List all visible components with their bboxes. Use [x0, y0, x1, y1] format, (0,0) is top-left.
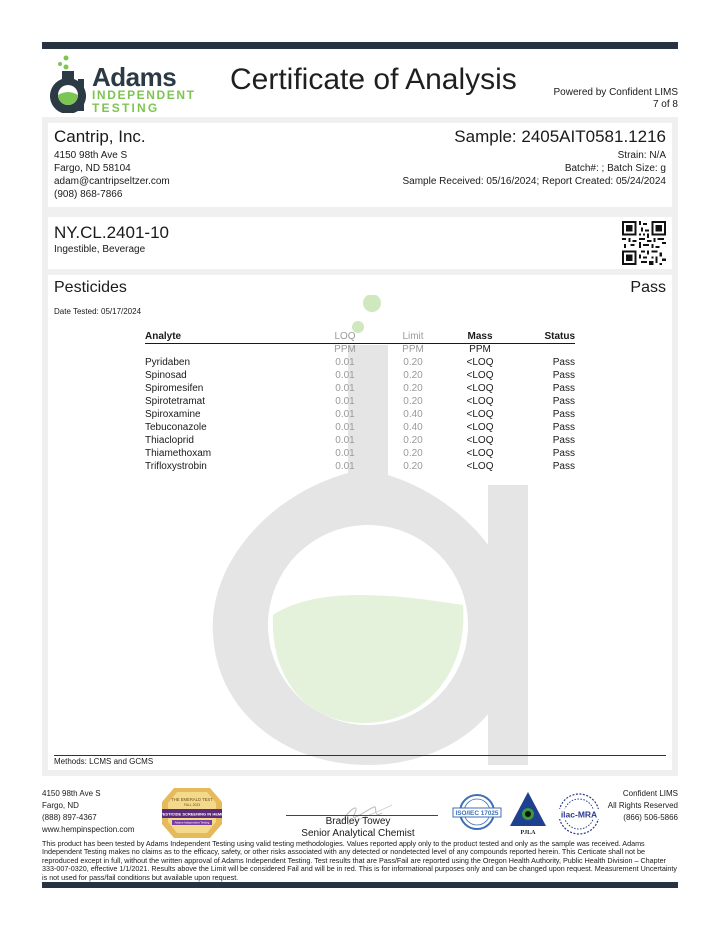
- footer-lab-address: [42, 788, 134, 836]
- client-card: [48, 123, 672, 207]
- badge-top-text: THE EMERALD TEST: [171, 797, 213, 802]
- report-footer: [42, 786, 678, 882]
- cell-limit: 0.20: [403, 448, 423, 459]
- footer-left-line2: Fargo, ND: [42, 801, 79, 810]
- badge-sub-text: Adams Independent Testing: [174, 820, 210, 825]
- cell-limit: 0.20: [403, 435, 423, 446]
- cell-status: Pass: [552, 409, 575, 420]
- pjla-text: PJLA: [520, 830, 536, 836]
- cell-loq: 0.01: [335, 396, 355, 407]
- emerald-test-badge-icon: [160, 786, 224, 840]
- cell-mass: <LOQ: [466, 396, 494, 407]
- cell-loq: 0.01: [335, 422, 355, 433]
- cell-status: Pass: [552, 461, 575, 472]
- client-email[interactable]: adam@cantripseltzer.com: [54, 176, 170, 187]
- ilac-text: ilac-MRA: [560, 809, 598, 820]
- table-row: [145, 356, 575, 369]
- footer-right-line3: (866) 506-5866: [623, 813, 678, 822]
- badge-season-text: FALL 2023: [183, 803, 201, 807]
- unit-limit: PPM: [402, 344, 424, 355]
- cell-analyte: Spiromesifen: [145, 383, 204, 394]
- table-row: [145, 421, 575, 434]
- table-row: [145, 369, 575, 382]
- cell-limit: 0.20: [403, 461, 423, 472]
- footer-lims-info: [608, 788, 678, 824]
- cell-status: Pass: [552, 357, 575, 368]
- unit-loq: PPM: [334, 344, 356, 355]
- cell-loq: 0.01: [335, 435, 355, 446]
- page-title: Certificate of Analysis: [230, 63, 517, 96]
- section-title: Pesticides: [54, 279, 127, 296]
- cell-status: Pass: [552, 435, 575, 446]
- cell-limit: 0.20: [403, 370, 423, 381]
- cell-analyte: Spiroxamine: [145, 409, 201, 420]
- pesticides-card: [48, 275, 672, 770]
- powered-by: [553, 87, 678, 111]
- sample-batch: Batch#: ; Batch Size: g: [564, 163, 666, 174]
- col-mass: Mass: [447, 331, 513, 344]
- ilac-mra-logo-icon: [554, 792, 604, 836]
- client-address: [54, 149, 170, 201]
- footer-right-line1: Confident LIMS: [622, 789, 678, 798]
- cell-analyte: Thiacloprid: [145, 435, 194, 446]
- signer-name: Bradley Towey: [325, 816, 391, 827]
- cell-loq: 0.01: [335, 370, 355, 381]
- sample-strain: Strain: N/A: [617, 150, 666, 161]
- product-card: [48, 217, 672, 269]
- cell-status: Pass: [552, 448, 575, 459]
- cell-status: Pass: [552, 396, 575, 407]
- cell-mass: <LOQ: [466, 422, 494, 433]
- cell-limit: 0.20: [403, 396, 423, 407]
- page-number: 7 of 8: [652, 99, 678, 110]
- footer-left-line1: 4150 98th Ave S: [42, 789, 101, 798]
- iso-text: ISO/IEC 17025: [455, 810, 499, 817]
- client-address-line1: 4150 98th Ave S: [54, 150, 128, 161]
- footer-right-line2: All Rights Reserved: [607, 801, 678, 810]
- results-table: [145, 331, 575, 473]
- report-header: [42, 49, 678, 117]
- table-row: [145, 382, 575, 395]
- col-status: Status: [513, 331, 575, 344]
- iso-accreditation-icon: [452, 792, 502, 836]
- cell-loq: 0.01: [335, 461, 355, 472]
- adams-logo: [42, 55, 202, 115]
- cell-mass: <LOQ: [466, 383, 494, 394]
- product-type: Ingestible, Beverage: [54, 244, 146, 255]
- logo-adams-text: Adams: [92, 62, 177, 92]
- table-row: [145, 447, 575, 460]
- cell-analyte: Spinosad: [145, 370, 187, 381]
- table-header-row: [145, 331, 575, 344]
- cell-status: Pass: [552, 422, 575, 433]
- logo-testing-text: TESTING: [92, 101, 160, 115]
- cell-status: Pass: [552, 383, 575, 394]
- cell-mass: <LOQ: [466, 461, 494, 472]
- logo-independent-text: INDEPENDENT: [92, 88, 196, 102]
- footer-left-line3: (888) 897-4367: [42, 813, 97, 822]
- section-result: Pass: [630, 279, 666, 296]
- client-address-line2: Fargo, ND 58104: [54, 163, 131, 174]
- cell-analyte: Thiamethoxam: [145, 448, 212, 459]
- table-row: [145, 408, 575, 421]
- top-accent-bar: [42, 42, 678, 49]
- pjla-logo-icon: [508, 790, 548, 840]
- methods-text: Methods: LCMS and GCMS: [54, 757, 154, 766]
- powered-by-text: Powered by Confident LIMS: [553, 87, 678, 98]
- cell-limit: 0.20: [403, 357, 423, 368]
- table-row: [145, 395, 575, 408]
- cell-mass: <LOQ: [466, 370, 494, 381]
- cell-analyte: Spirotetramat: [145, 396, 206, 407]
- badge-main-text: PESTICIDE SCREENING IN HEMP: [160, 811, 224, 817]
- cell-loq: 0.01: [335, 357, 355, 368]
- table-units-row: [145, 344, 575, 357]
- sample-dates: Sample Received: 05/16/2024; Report Created: 05/24/2024: [402, 176, 666, 187]
- cell-analyte: Pyridaben: [145, 357, 191, 368]
- cell-mass: <LOQ: [466, 357, 494, 368]
- table-row: [145, 460, 575, 473]
- cell-limit: 0.40: [403, 409, 423, 420]
- sample-meta: [402, 149, 666, 188]
- client-phone: (908) 868-7866: [54, 189, 123, 200]
- disclaimer-text: This product has been tested by Adams Independent Testing using valid testing methodologies. Values reported apply only to the product tested and only as the sample was received. Adams Independent Testing makes no claims as to the efficacy, safety, or other risks associated with any detected or nondetected level of any compounds reported herein. This Certicate shall not be reproduced except in full, without the written approval of Adams Independent Testing. Test results that are Pass/Fail are reported using the Oregon Health Authority, Public Health Division – Chapter 333-007-0320, effective 1/1/2021. Results above the Limit will be considered Fail and will be in red. This is for informational purposes only and can be changed upon request. Measurement Uncertainty is not used for pass/fail conditions but available upon request.: [42, 839, 677, 882]
- bottom-accent-bar: [42, 882, 678, 888]
- cell-limit: 0.40: [403, 422, 423, 433]
- cell-limit: 0.20: [403, 383, 423, 394]
- qr-code-icon[interactable]: [622, 221, 666, 265]
- sample-id: Sample: 2405AIT0581.1216: [454, 127, 666, 146]
- col-analyte: Analyte: [145, 331, 311, 344]
- cell-mass: <LOQ: [466, 409, 494, 420]
- table-row: [145, 434, 575, 447]
- cell-status: Pass: [552, 370, 575, 381]
- unit-mass: PPM: [469, 344, 491, 355]
- cell-loq: 0.01: [335, 448, 355, 459]
- cell-loq: 0.01: [335, 383, 355, 394]
- cell-loq: 0.01: [335, 409, 355, 420]
- product-name: NY.CL.2401-10: [54, 223, 169, 242]
- signer-title: Senior Analytical Chemist: [301, 828, 415, 839]
- footer-website-link[interactable]: www.hempinspection.com: [42, 825, 135, 834]
- client-name: Cantrip, Inc.: [54, 127, 146, 146]
- cell-analyte: Tebuconazole: [145, 422, 207, 433]
- flask-logo-icon: [42, 55, 90, 113]
- col-limit: Limit: [379, 331, 447, 344]
- cell-analyte: Trifloxystrobin: [145, 461, 207, 472]
- methods-divider: [54, 755, 666, 756]
- date-tested: Date Tested: 05/17/2024: [54, 307, 142, 316]
- col-loq: LOQ: [311, 331, 379, 344]
- cell-mass: <LOQ: [466, 448, 494, 459]
- cell-mass: <LOQ: [466, 435, 494, 446]
